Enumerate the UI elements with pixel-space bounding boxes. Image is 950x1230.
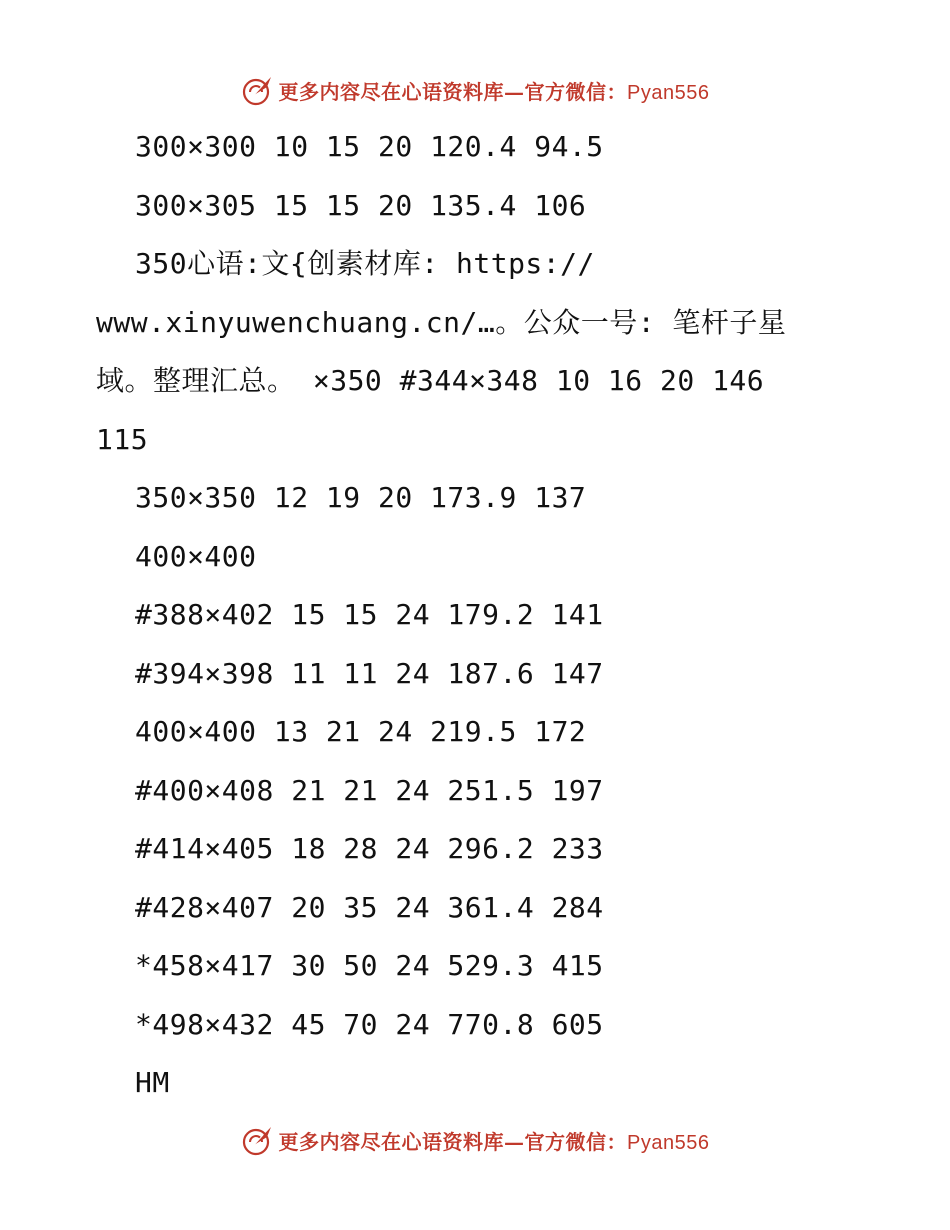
- watermark-text: 更多内容尽在心语资料库—官方微信：Pyan556: [278, 79, 710, 104]
- text-line: #428×407 20 35 24 361.4 284: [135, 890, 604, 924]
- text-line: 115: [96, 422, 149, 456]
- footer-watermark: [0, 1120, 950, 1160]
- wechat-id: Pyan556: [627, 1131, 710, 1154]
- text-line: 400×400 13 21 24 219.5 172: [135, 715, 587, 748]
- text-line: 域。整理汇总。 ×350 #344×348 10 16 20 146: [96, 364, 765, 397]
- text-line: #388×402 15 15 24 179.2 141: [135, 598, 604, 631]
- text-line: 350×350 12 19 20 173.9 137: [135, 481, 587, 514]
- text-line: 300×300 10 15 20 120.4 94.5: [135, 130, 604, 163]
- text-line: #414×405 18 28 24 296.2 233: [135, 832, 604, 865]
- quill-logo-icon: [241, 73, 275, 107]
- text-line: #400×408 21 21 24 251.5 197: [135, 773, 604, 807]
- text-line: *458×417 30 50 24 529.3 415: [135, 949, 604, 982]
- text-line: 350心语:文{创素材库: https://: [135, 247, 595, 280]
- text-line: HM: [135, 1066, 170, 1099]
- watermark-text: 更多内容尽在心语资料库—官方微信：Pyan556: [278, 1129, 710, 1154]
- header-watermark: [0, 70, 950, 110]
- text-line: www.xinyuwenchuang.cn/…。公众一号: 笔杆子星: [96, 305, 787, 339]
- text-line: #394×398 11 11 24 187.6 147: [135, 656, 604, 690]
- text-line: *498×432 45 70 24 770.8 605: [135, 1007, 604, 1041]
- text-line: 300×305 15 15 20 135.4 106: [135, 188, 587, 222]
- wechat-id: Pyan556: [627, 81, 710, 104]
- quill-logo-icon: [241, 1123, 275, 1157]
- document-body: [96, 118, 876, 1113]
- text-line: 400×400: [135, 539, 257, 573]
